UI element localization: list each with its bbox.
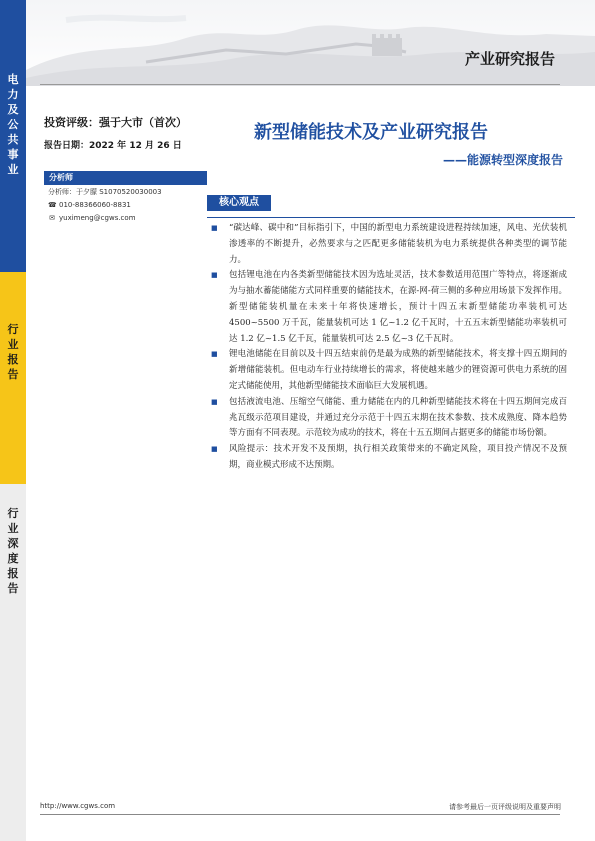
phone-icon: ☎ [48, 201, 57, 209]
analyst-divider [44, 184, 207, 185]
sidebar-industry-label: 电 力 及 公 共 事 业 [7, 73, 19, 176]
analyst-email[interactable]: yuximeng@cgws.com [59, 214, 136, 222]
bullet-square-icon: ■ [211, 445, 218, 454]
analyst-email-row [48, 212, 162, 225]
header-banner [26, 0, 595, 86]
header-rule [40, 84, 560, 85]
list-item: ■ 包括液流电池、压缩空气储能、重力储能在内的几种新型储能技术将在十四五期间完成百兆瓦级示范项目建设，并通过充分示范于十四五末期在技术参数、技术成熟度、降本趋势等方面有不同表现。示范较为成功的技术，将在十五五期间占据更多的储能市场份额。 [211, 395, 567, 442]
analyst-phone-row [48, 199, 162, 212]
bullet-square-icon: ■ [211, 350, 218, 359]
sidebar-report-kind-label: 行 业 报 告 [7, 323, 19, 381]
core-views-list [211, 221, 567, 474]
bullet-square-icon: ■ [211, 224, 218, 232]
analyst-heading: 分析师 [44, 171, 207, 184]
analyst-phone: 010-88366060-8831 [59, 201, 131, 209]
list-item: ■ 锂电池储能在目前以及十四五结束前仍是最为成熟的新型储能技术，将支撑十四五期间的新增储能装机。但电动车行业持续增长的需求，将使越来越少的锂资源可供电力系统的固定式储能使用，其他新型储能技术面临巨大发展机遇。 [211, 347, 567, 394]
rating-block [44, 114, 187, 151]
core-views-divider [207, 217, 575, 218]
report-date: 报告日期：2022 年 12 月 26 日 [44, 141, 182, 151]
great-wall-illustration [26, 0, 595, 86]
list-item: ■ 风险提示：技术开发不及预期，执行相关政策带来的不确定风险，项目投产情况不及预期，商业模式形成不达预期。 [211, 442, 567, 474]
investment-rating: 投资评级：强于大市（首次） [44, 116, 187, 129]
report-main-title: 新型储能技术及产业研究报告 [254, 122, 488, 143]
footer-rule [40, 814, 560, 815]
sidebar [0, 0, 26, 841]
list-item: ■ “碳达峰、碳中和”目标指引下，中国的新型电力系统建设进程持续加速，风电、光伏装机渗透率的不断提升，必然要求与之匹配更多储能装机为电力系统提供各种类型的调节能力。 [211, 221, 567, 268]
report-type-title: 产业研究报告 [464, 50, 555, 68]
sidebar-depth-report-label: 行 业 深 度 报 告 [7, 507, 19, 595]
analyst-block [48, 186, 162, 225]
analyst-name-row [48, 186, 162, 199]
footer-disclaimer: 请参考最后一页评级说明及重要声明 [449, 803, 561, 811]
list-item: ■ 包括锂电池在内各类新型储能技术因为选址灵活，技术参数适用范围广等特点，将逐渐成为与抽水蓄能储能方式同样重要的储能技术，在源-网-荷三侧的多种应用场景下发挥作用。新型储能装机量在未来十年将快速增长，预计十四五末新型储能功率装机可达 4500~5500 万千瓦，能量装机可达 1 亿~1.2 亿千瓦时，十五五末新型储能功率装机可达 1.2 亿~1.5 亿千瓦，能量装机可达 2.5 亿~3 亿千瓦时。 [211, 268, 567, 347]
report-subtitle: ——能源转型深度报告 [442, 153, 563, 167]
analyst-name: 分析师：于夕朦 S1070520030003 [48, 188, 162, 196]
footer-website-link[interactable]: http://www.cgws.com [40, 802, 116, 810]
email-icon: ✉ [49, 214, 55, 222]
bullet-square-icon: ■ [211, 271, 218, 280]
bullet-square-icon: ■ [211, 397, 218, 406]
core-views-heading: 核心观点 [207, 195, 271, 211]
